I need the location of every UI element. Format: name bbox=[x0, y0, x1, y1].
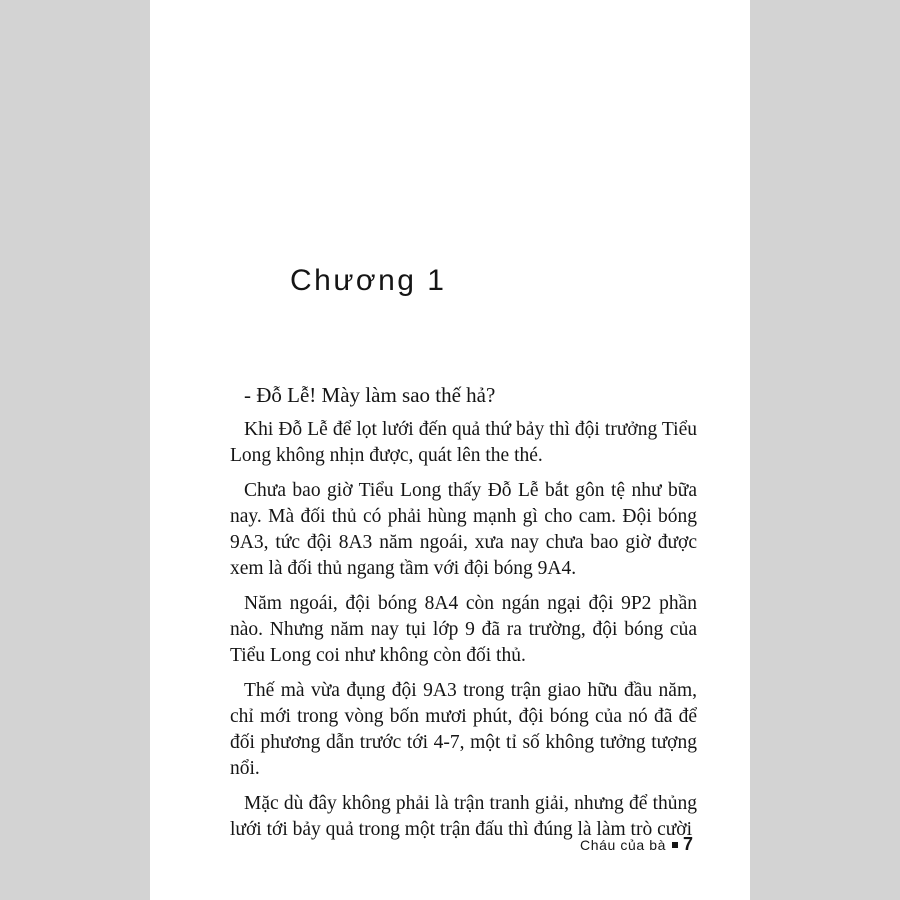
body-text bbox=[230, 382, 697, 852]
paragraph: - Đỗ Lễ! Mày làm sao thế hả? bbox=[244, 383, 496, 407]
paragraph: Khi Đỗ Lễ để lọt lưới đến quả thứ bảy thì đội trưởng Tiểu Long không nhịn được, quát lên the thé. bbox=[230, 419, 697, 466]
paragraph: Thế mà vừa đụng đội 9A3 trong trận giao hữu đầu năm, chỉ mới trong vòng bốn mươi phút, đội bóng của nó đã để đối phương dẫn trước tới 4-7, một tỉ số không tưởng tượng nổi. bbox=[230, 680, 697, 779]
running-footer bbox=[580, 834, 694, 855]
paragraph: Chưa bao giờ Tiểu Long thấy Đỗ Lễ bắt gôn tệ như bữa nay. Mà đối thủ có phải hùng mạnh gì cho cam. Đội bóng 9A3, tức đội 8A3 năm ngoái, xưa nay chưa bao giờ được xem là đối thủ ngang tầm với đội bóng 9A4. bbox=[230, 480, 697, 579]
chapter-title: Chương 1 bbox=[290, 264, 447, 297]
square-bullet-icon bbox=[672, 842, 678, 848]
paragraph: Năm ngoái, đội bóng 8A4 còn ngán ngại đội 9P2 phần nào. Nhưng năm nay tụi lớp 9 đã ra trường, đội bóng của Tiểu Long coi như không còn đối thủ. bbox=[230, 593, 697, 666]
page-number: 7 bbox=[683, 834, 694, 854]
paragraph: Mặc dù đây không phải là trận tranh giải, nhưng để thủng lưới tới bảy quả trong một trận đấu thì đúng là làm trò cười bbox=[230, 793, 697, 840]
footer-book-title: Cháu của bà bbox=[580, 837, 666, 853]
book-page bbox=[150, 0, 750, 900]
